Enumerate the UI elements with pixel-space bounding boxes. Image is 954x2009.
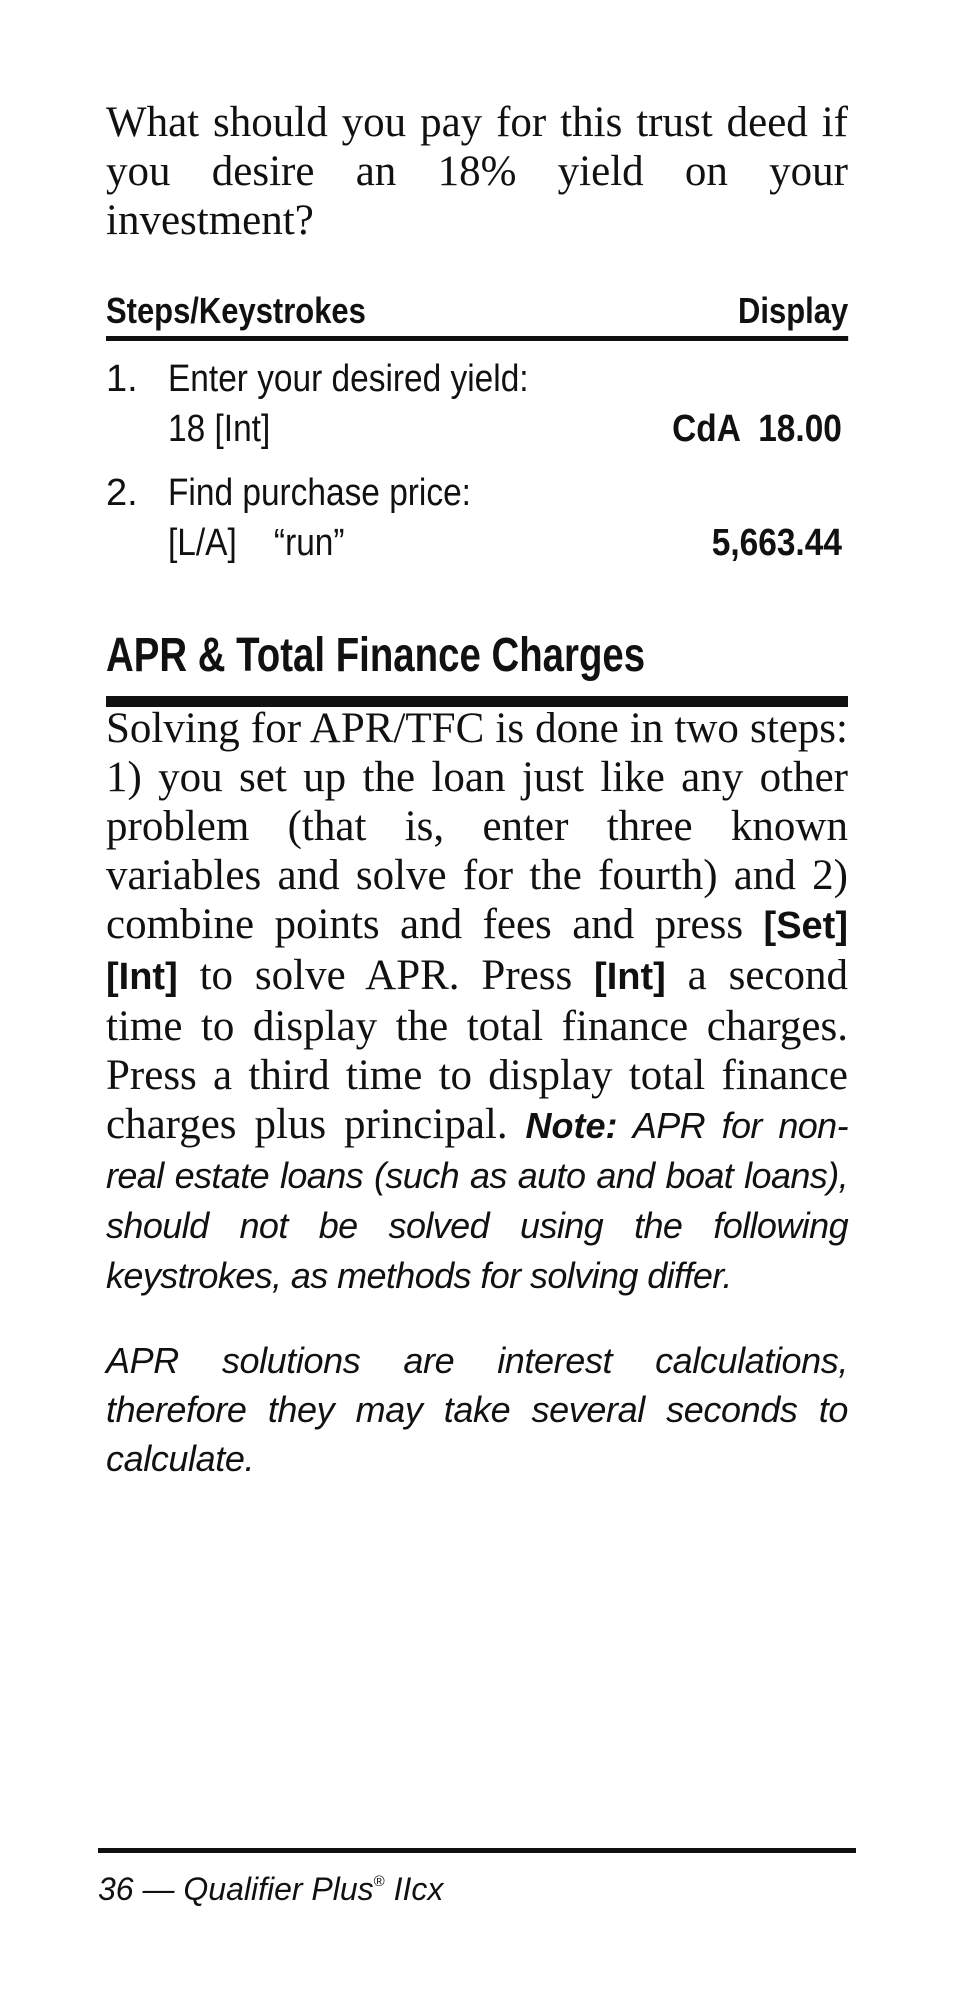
paragraph-text: Solving for APR/TFC is done in two steps: 1) you set up the loan just like any other problem (that is, enter three known variables and solve for the fourth) and 2) combine points and fees and press bbox=[106, 705, 848, 948]
step-instruction: Find purchase price: bbox=[168, 472, 471, 514]
step-keystrokes: [L/A] “run” bbox=[168, 522, 345, 564]
section-heading bbox=[106, 626, 848, 686]
intro-paragraph: What should you pay for this trust deed if you desire an 18% yield on your investment? bbox=[106, 99, 848, 244]
footer-page-label: 36 — Qualifier Plus bbox=[98, 1871, 374, 1907]
paragraph-text: a second time to display the total finance charges. Press a third time to display total finance charges plus principal. bbox=[106, 952, 848, 1148]
paragraph-text: to solve APR. Press bbox=[177, 952, 595, 999]
int-key-label: [Int] bbox=[594, 956, 666, 998]
steps-table-header bbox=[106, 286, 848, 341]
steps-header-label: Steps/Keystrokes bbox=[106, 290, 366, 331]
step-number: 1. bbox=[106, 358, 138, 400]
page-footer bbox=[98, 1862, 443, 1909]
footer-model: IIcx bbox=[384, 1871, 444, 1907]
section-paragraph bbox=[106, 704, 848, 1300]
note-text: APR for non-real estate loans (such as auto and boat loans), should not be solved using the following keystrokes, as methods for solving differ. bbox=[106, 1105, 848, 1296]
apr-note-paragraph: APR solutions are interest calculations, therefore they may take several seconds to calculate. bbox=[106, 1340, 848, 1479]
display-header-label: Display bbox=[738, 290, 849, 331]
int-key-label: [Int] bbox=[106, 956, 178, 998]
step-number: 2. bbox=[106, 472, 138, 514]
note-label: Note: bbox=[525, 1105, 618, 1146]
step-instruction: Enter your desired yield: bbox=[168, 358, 529, 400]
step-display-value: 5,663.44 bbox=[711, 522, 842, 564]
set-key-label: [Set] bbox=[763, 905, 848, 947]
step-keystrokes: 18 [Int] bbox=[168, 408, 271, 450]
registered-mark: ® bbox=[373, 1873, 385, 1890]
step-display-value: CdA 18.00 bbox=[672, 408, 842, 450]
footer-rule bbox=[98, 1848, 856, 1853]
section-title: APR & Total Finance Charges bbox=[106, 629, 646, 682]
